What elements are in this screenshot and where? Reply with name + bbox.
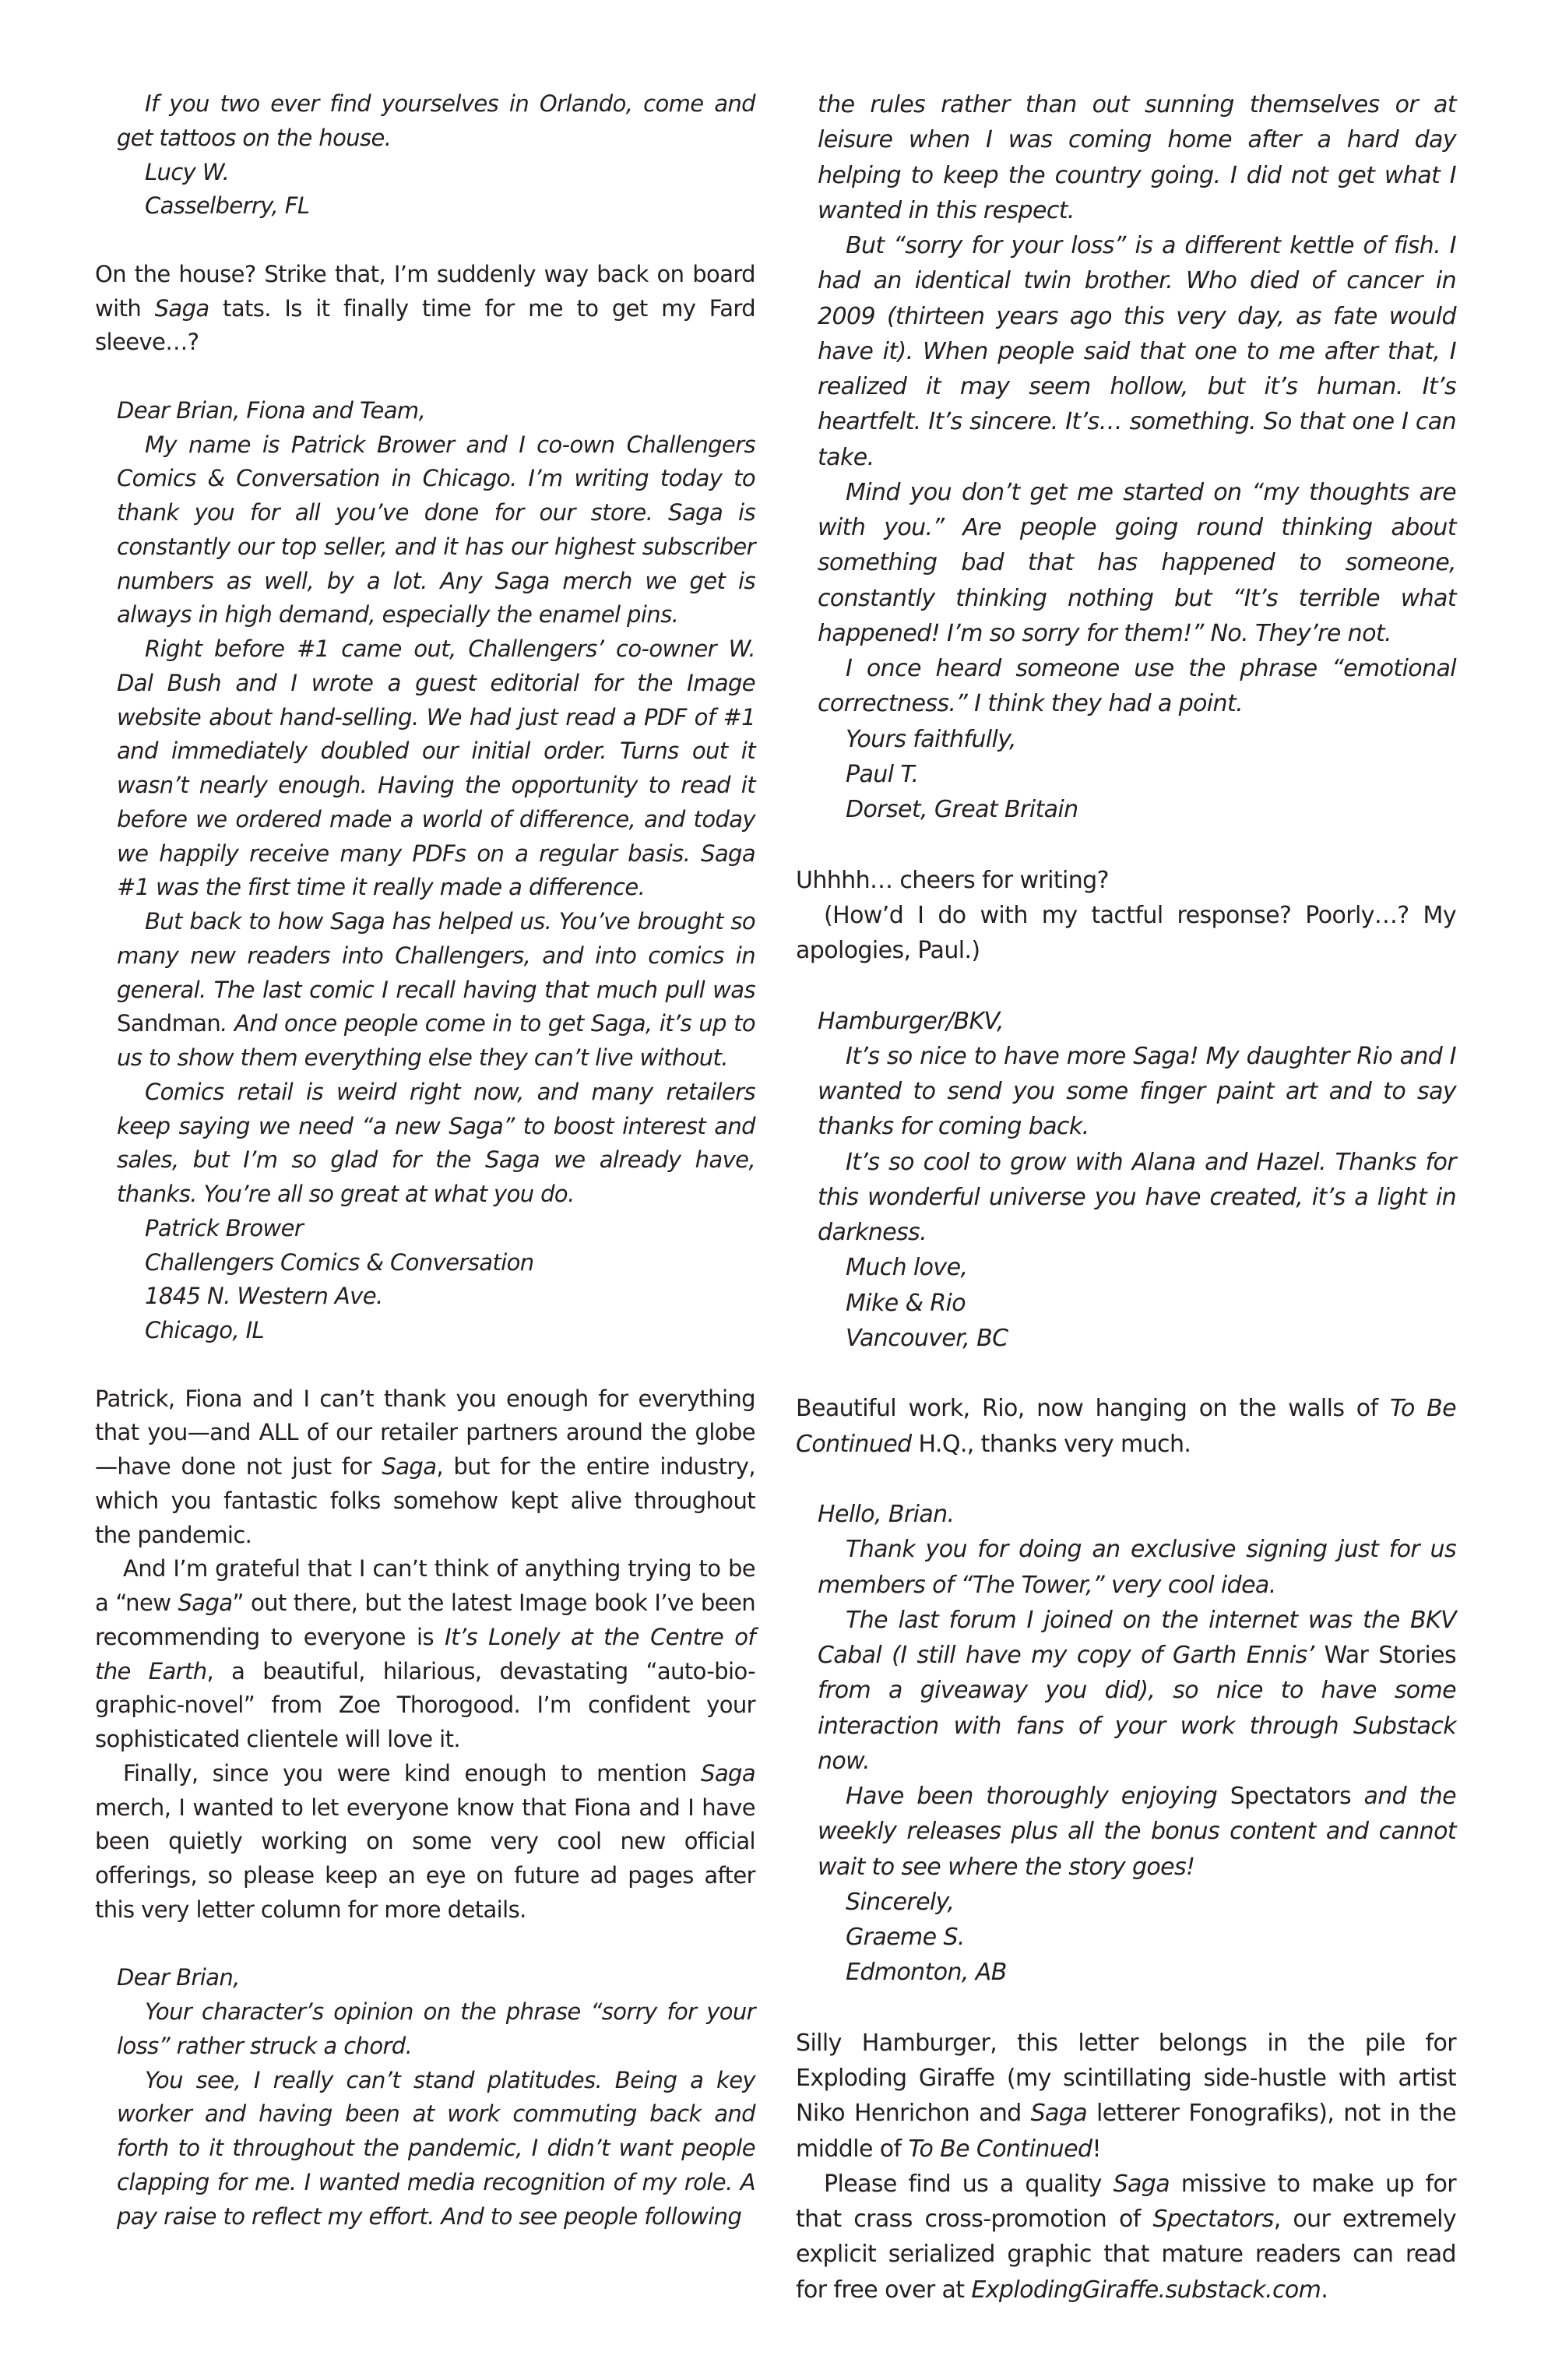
signature-place: Edmonton, AB [846, 1959, 1007, 1987]
letter-paul-continued [796, 87, 1456, 827]
right-column [796, 87, 1456, 2308]
letter-paragraph: Mind you don’t get me started on “my thoughts are with you.” Are people going round thinking about something bad that has happened to someone, constantly thinking nothing but “It’s terrible what happened! I’m so sorry for them!” No. They’re not. [818, 478, 1456, 647]
letter-patrick [95, 394, 755, 1348]
signature-name: Patrick Brower [145, 1214, 304, 1241]
signature-closing: Sincerely, [846, 1888, 955, 1916]
reply-graeme [796, 2026, 1456, 2308]
reply-paragraph: On the house? Strike that, I’m suddenly way back on board with Saga tats. Is it finally time for me to get my Fard sleeve…? [95, 260, 755, 356]
letter-paragraph: Your character’s opinion on the phrase “sorry for your loss” rather struck a chord. [117, 1998, 755, 2059]
signature-name: Lucy W. [145, 158, 230, 185]
reply-paragraph: And I’m grateful that I can’t think of anything trying to be a “new Saga” out there, but the latest Image book I’ve been recommending to everyone is It’s Lonely at the Centre of the Earth, a beautiful, hilarious, devastating “auto-bio-graphic-novel” from Zoe Thorogood. I’m confident your sophisticated clientele will love it. [95, 1555, 755, 1752]
letter-salutation: Hamburger/BKV, [818, 1007, 1004, 1035]
reply-patrick [95, 1382, 755, 1928]
signature-address: 1845 N. Western Ave. [145, 1283, 383, 1310]
signature-name: Paul T. [846, 760, 919, 788]
letter-paragraph: If you two ever find yourselves in Orlando, come and get tattoos on the house. [117, 90, 755, 151]
letter-paragraph: Thank you for doing an exclusive signing just for us members of “The Tower,” very cool idea. [818, 1536, 1456, 1599]
left-column [95, 87, 755, 2234]
letter-paragraph: I once heard someone use the phrase “emotional correctness.” I think they had a point. [818, 655, 1456, 718]
reply-paragraph: Silly Hamburger, this letter belongs in the pile for Exploding Giraffe (my scintillating side-hustle with artist Niko Henrichon and Saga letterer Fonografiks), not in the middle of To Be Continued! [796, 2029, 1456, 2163]
letter-paragraph: The last forum I joined on the internet was the BKV Cabal (I still have my copy of Garth Ennis’ War Stories from a giveaway you did), so nice to have some interaction with fans of your work through Substack now. [818, 1606, 1456, 1775]
letter-paragraph: But “sorry for your loss” is a different kettle of fish. I had an identical twin brother. Who died of cancer in 2009 (thirteen years ago this very day, as fate would have it). When people said that one to me after that, I realized it may seem hollow, but it’s human. It’s heartfelt. It’s sincere. It’s… something. So that one I can take. [818, 232, 1456, 471]
letter-mike [796, 1004, 1456, 1357]
signature-place: Casselberry, FL [145, 192, 310, 220]
signature-store: Challengers Comics & Conversation [145, 1248, 534, 1276]
reply-paragraph: Please find us a quality Saga missive to make up for that crass cross-promotion of Spectators, our extremely explicit serialized graphic that mature readers can read for free over at ExplodingGiraffe.substack.com. [796, 2170, 1456, 2304]
letter-paragraph: It’s so nice to have more Saga! My daughter Rio and I wanted to send you some finger paint art and to say thanks for coming back. [818, 1042, 1456, 1141]
signature-name: Graeme S. [846, 1924, 965, 1951]
letter-graeme [796, 1497, 1456, 1991]
reply-paragraph: Uhhhh… cheers for writing? [796, 866, 1109, 894]
letter-paragraph: Right before #1 came out, Challengers’ co-owner W. Dal Bush and I wrote a guest editorial for the Image website about hand-selling. We had just read a PDF of #1 and immediately doubled our initial order. Turns out it wasn’t nearly enough. Having the opportunity to read it before we ordered made a world of difference, and today we happily receive many PDFs on a regular basis. Saga #1 was the first time it really made a difference. [117, 635, 755, 901]
reply-lucy [95, 258, 755, 360]
letter-paragraph: Comics retail is weird right now, and many retailers keep saying we need “a new Saga” to boost interest and sales, but I’m so glad for the Saga we already have, thanks. You’re all so great at what you do. [117, 1078, 755, 1207]
letter-lucy [95, 87, 755, 224]
reply-paragraph: Beautiful work, Rio, now hanging on the walls of To Be Continued H.Q., thanks very much. [796, 1395, 1456, 1458]
signature-place: Chicago, IL [145, 1317, 265, 1343]
signature-place: Vancouver, BC [846, 1324, 1008, 1352]
letter-salutation: Dear Brian, [117, 1964, 240, 1991]
signature-closing: Yours faithfully, [846, 725, 1016, 753]
reply-paragraph: Patrick, Fiona and I can’t thank you enough for everything that you—and ALL of our retailer partners around the globe—have done not just for Saga, but for the entire industry, which you fantastic folks somehow kept alive throughout the pandemic. [95, 1385, 755, 1548]
reply-mike [796, 1391, 1456, 1462]
reply-paul [796, 863, 1456, 969]
reply-paragraph: (How’d I do with my tactful response? Poorly…? My apologies, Paul.) [796, 901, 1456, 964]
letter-paragraph: Have been thoroughly enjoying Spectators and the weekly releases plus all the bonus content and cannot wait to see where the story goes! [818, 1783, 1456, 1881]
letter-paragraph: the rules rather than out sunning themselves or at leisure when I was coming home after a hard day helping to keep the country going. I did not get what I wanted in this respect. [818, 91, 1456, 224]
signature-closing: Much love, [846, 1254, 968, 1282]
reply-paragraph: Finally, since you were kind enough to mention Saga merch, I wanted to let everyone know that Fiona and I have been quietly working on some very cool new official offerings, so please keep an eye on future ad pages after this very letter column for more details. [95, 1759, 755, 1923]
letter-salutation: Hello, Brian. [818, 1501, 955, 1528]
letter-paragraph: But back to how Saga has helped us. You’ve brought so many new readers into Challengers, and into comics in general. The last comic I recall having that much pull was Sandman. And once people come in to get Saga, it’s up to us to show them everything else they can’t live without. [117, 908, 755, 1071]
letter-paragraph: My name is Patrick Brower and I co-own Challengers Comics & Conversation in Chicago. I’m writing today to thank you for all you’ve done for our store. Saga is constantly our top seller, and it has our highest subscriber numbers as well, by a lot. Any Saga merch we get is always in high demand, especially the enamel pins. [117, 431, 755, 628]
letter-paragraph: It’s so cool to grow with Alana and Hazel. Thanks for this wonderful universe you have created, it’s a light in darkness. [818, 1148, 1456, 1246]
letter-paragraph: You see, I really can’t stand platitudes. Being a key worker and having been at work commuting back and forth to it throughout the pandemic, I didn’t want people clapping for me. I wanted media recognition of my role. A pay raise to reflect my effort. And to see people following [117, 2066, 755, 2230]
signature-place: Dorset, Great Britain [846, 796, 1078, 823]
letter-paul [95, 1961, 755, 2234]
signature-name: Mike & Rio [846, 1289, 966, 1317]
letter-salutation: Dear Brian, Fiona and Team, [117, 396, 426, 424]
